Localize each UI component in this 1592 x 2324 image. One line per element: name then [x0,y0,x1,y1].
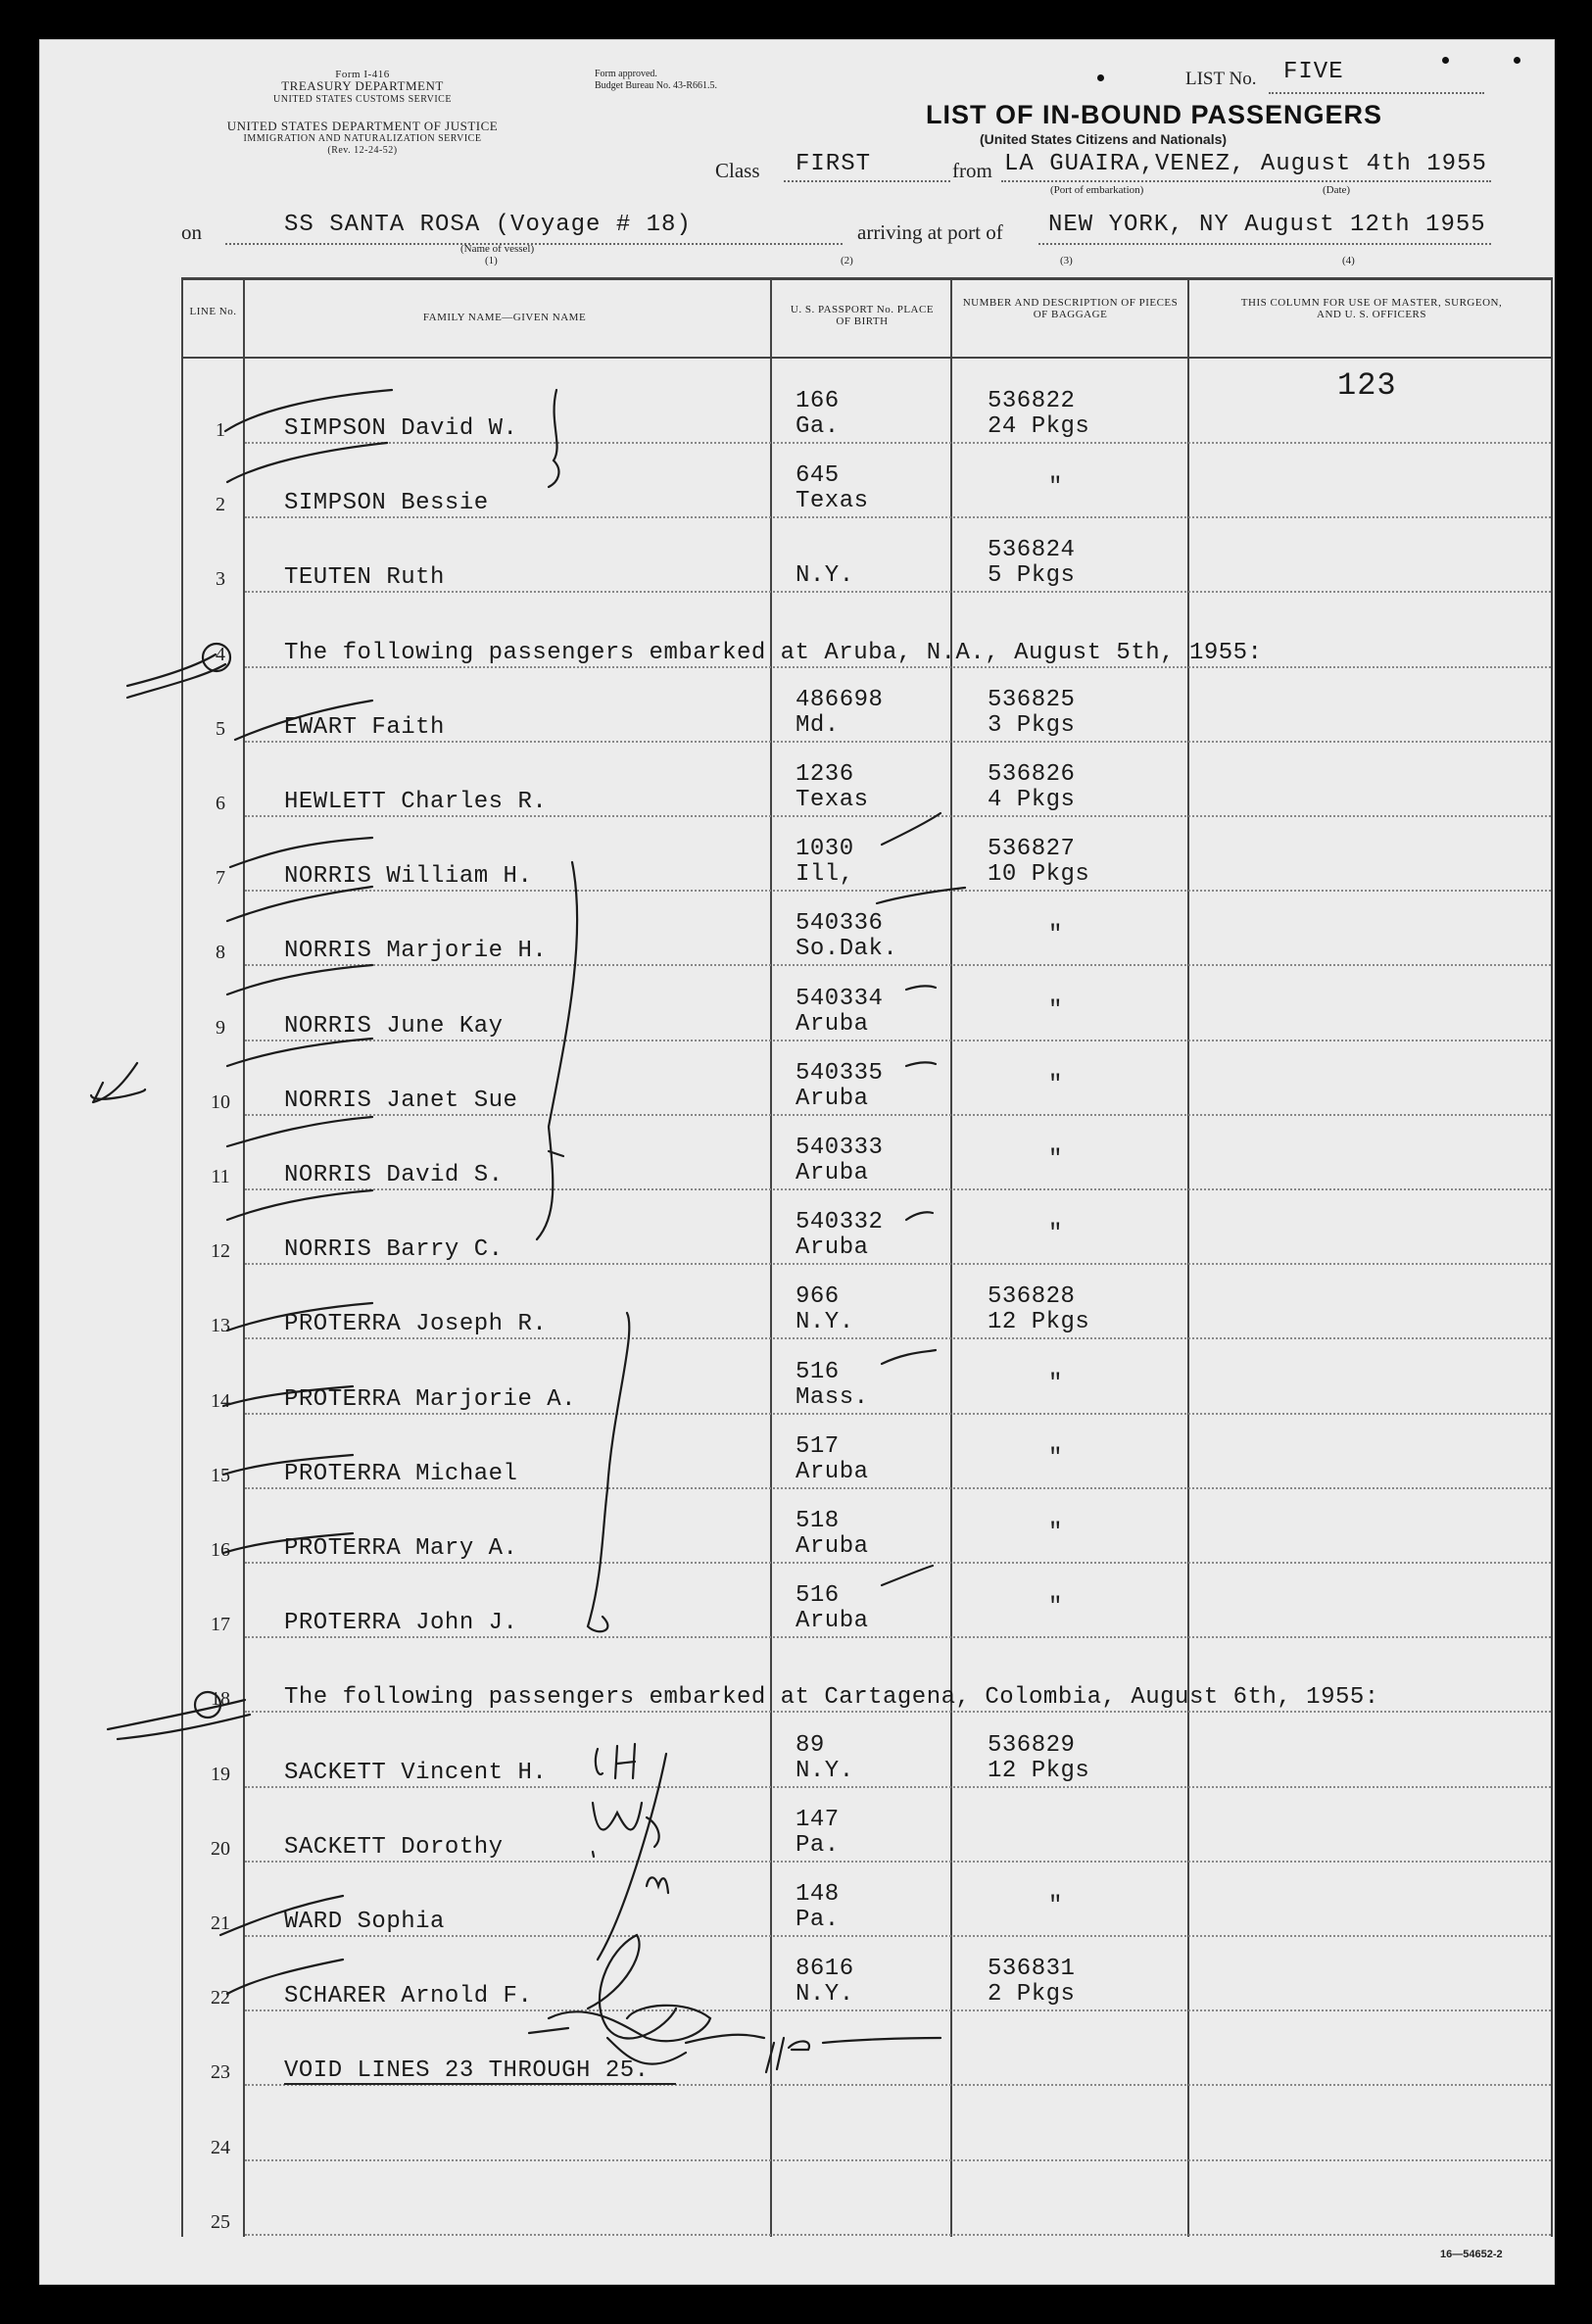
col-header-line: LINE No. [189,306,237,317]
line-number: 10 [211,1090,230,1113]
line-number: 19 [211,1763,230,1785]
treasury-dept: TREASURY DEPARTMENT [281,78,444,93]
ins-service: IMMIGRATION AND NATURALIZATION SERVICE [243,133,482,144]
row-rule [245,1861,1551,1863]
baggage-number: 536825 [988,686,1076,713]
passenger-name: NORRIS David S. [284,1162,504,1188]
form-approved: Form approved. [595,69,657,79]
place-of-birth: Md. [796,711,840,739]
vessel-name: SS SANTA ROSA (Voyage # 18) [284,212,692,238]
line-number: 25 [211,2210,230,2233]
baggage-pieces: 10 Pkgs [988,861,1090,889]
line-number: 22 [211,1987,230,2009]
officer-note: 123 [1337,367,1397,404]
line-number: 12 [211,1240,230,1263]
date-caption: (Date) [1323,184,1351,196]
line-number: 24 [211,2136,230,2158]
baggage-pieces: " [1048,1146,1063,1173]
passport-number: 518 [796,1508,840,1534]
justice-dept: UNITED STATES DEPARTMENT OF JUSTICE [226,119,499,133]
place-of-birth: Ill, [796,861,854,889]
baggage-pieces: 4 Pkgs [988,787,1076,813]
passenger-name: WARD Sophia [284,1909,445,1935]
void-underline [284,2083,676,2085]
passport-number: 147 [796,1806,840,1833]
passport-number: 645 [796,462,840,490]
class-label: Class [715,159,760,182]
passenger-name: PROTERRA Mary A. [284,1535,518,1562]
col-caption-1: (1) [485,255,498,266]
line-number: 8 [216,942,225,964]
place-of-birth: Aruba [796,1458,869,1485]
passport-number: 516 [796,1358,840,1385]
row-rule [245,516,1551,518]
port-caption: (Port of embarkation) [1050,184,1144,196]
list-number-value: FIVE [1283,59,1344,85]
form-number: Form I-416 [335,69,390,80]
passenger-name: NORRIS Janet Sue [284,1087,518,1114]
place-of-birth: Ga. [796,413,840,440]
row-rule [245,1935,1551,1937]
passport-number: 516 [796,1582,840,1610]
row-rule [245,1114,1551,1116]
col-caption-4: (4) [1342,255,1355,266]
line-number: 21 [211,1912,230,1934]
baggage-pieces: 12 Pkgs [988,1309,1090,1336]
from-value: LA GUAIRA,VENEZ, August 4th 1955 [1004,151,1487,177]
passport-number: 540336 [796,910,884,938]
place-of-birth: Aruba [796,1085,869,1112]
baggage-pieces: " [1048,996,1063,1024]
row-rule [245,442,1551,444]
baggage-pieces: " [1048,1221,1063,1248]
baggage-number: 536822 [988,388,1076,414]
line-number: 2 [216,494,225,516]
ink-dot [1097,74,1104,81]
row-rule [245,1337,1551,1339]
customs-service: UNITED STATES CUSTOMS SERVICE [273,94,452,105]
baggage-pieces: " [1048,1594,1063,1622]
place-of-birth: Aruba [796,1235,869,1262]
row-rule [245,890,1551,892]
passport-number: 966 [796,1283,840,1311]
line-number: 16 [211,1539,230,1561]
row-rule [245,1711,1551,1713]
passenger-name: SACKETT Dorothy [284,1833,504,1861]
passport-number: 166 [796,388,840,414]
row-rule [245,1040,1551,1041]
col-caption-2: (2) [841,255,853,266]
passenger-name: The following passengers embarked at Cartagena, Colombia, August 6th, 1955: [284,1684,1379,1712]
col-header-officers: THIS COLUMN FOR USE OF MASTER, SURGEON, AND U. S. OFFICERS [1240,297,1503,320]
place-of-birth: N.Y. [796,562,854,590]
line-number: 4 [216,643,225,665]
passenger-name: The following passengers embarked at Aruba, N.A., August 5th, 1955: [284,639,1263,666]
on-label: on [181,220,202,244]
place-of-birth: Texas [796,787,869,813]
line-number: 7 [216,867,225,890]
row-rule [245,1562,1551,1564]
baggage-pieces: " [1048,922,1063,949]
row-rule [245,2009,1551,2011]
passenger-name: NORRIS William H. [284,863,533,891]
baggage-pieces: " [1048,1520,1063,1546]
row-rule [245,1263,1551,1265]
row-rule [245,666,1551,668]
baggage-pieces: " [1048,1893,1063,1919]
passenger-name: PROTERRA Marjorie A. [284,1385,577,1413]
vessel-caption: (Name of vessel) [460,243,535,255]
passport-number: 540332 [796,1209,884,1236]
passport-number: 148 [796,1881,840,1908]
line-number: 18 [211,1688,230,1711]
line-number: 9 [216,1016,225,1039]
passenger-name: EWART Faith [284,713,445,741]
class-value: FIRST [796,151,872,177]
row-rule [245,1487,1551,1489]
line-number: 1 [216,419,225,441]
baggage-number: 536829 [988,1731,1076,1759]
passenger-name: PROTERRA John J. [284,1610,518,1637]
passport-number: 486698 [796,686,884,713]
baggage-pieces: 12 Pkgs [988,1757,1090,1784]
passport-number: 1236 [796,761,854,788]
passenger-name: PROTERRA Joseph R. [284,1311,548,1338]
baggage-pieces: " [1048,1444,1063,1472]
row-rule [245,2234,1551,2236]
place-of-birth: Mass. [796,1383,869,1411]
line-number: 14 [211,1389,230,1412]
ink-dot [1442,57,1449,64]
revision: (Rev. 12-24-52) [327,145,398,156]
row-rule [245,1636,1551,1638]
passport-number: 540334 [796,985,884,1012]
passenger-name: SACKETT Vincent H. [284,1759,548,1786]
list-number-label: LIST No. [1185,69,1257,89]
place-of-birth: Aruba [796,1533,869,1560]
place-of-birth: Aruba [796,1010,869,1038]
place-of-birth: N.Y. [796,1757,854,1784]
baggage-pieces: " [1048,1370,1063,1397]
place-of-birth: N.Y. [796,1981,854,2009]
place-of-birth: Pa. [796,1907,840,1933]
passport-number: 540333 [796,1135,884,1161]
from-label: from [952,159,992,182]
line-number: 11 [211,1166,230,1187]
line-number: 6 [216,793,225,814]
baggage-pieces: " [1048,474,1063,502]
passenger-name: VOID LINES 23 THROUGH 25. [284,2058,650,2085]
passenger-name: HEWLETT Charles R. [284,789,548,815]
col-caption-3: (3) [1060,255,1073,266]
baggage-pieces: 5 Pkgs [988,562,1076,590]
baggage-number: 536824 [988,537,1076,564]
form-subtitle: (United States Citizens and Nationals) [980,131,1228,147]
place-of-birth: Pa. [796,1831,840,1859]
place-of-birth: So.Dak. [796,936,898,963]
passenger-name: TEUTEN Ruth [284,564,445,592]
arriving-value: NEW YORK, NY August 12th 1955 [1048,212,1486,238]
row-rule [245,1786,1551,1788]
passenger-name: SCHARER Arnold F. [284,1983,533,2010]
baggage-pieces: 3 Pkgs [988,711,1076,739]
arriving-label: arriving at port of [857,220,1003,244]
baggage-pieces: 24 Pkgs [988,413,1090,440]
line-number: 3 [216,568,225,591]
ink-dot [1514,57,1520,64]
baggage-pieces: " [1048,1071,1063,1098]
form-title: LIST OF IN-BOUND PASSENGERS [926,100,1383,129]
col-header-baggage: NUMBER AND DESCRIPTION OF PIECES OF BAGGAGE [962,297,1179,320]
baggage-number: 536827 [988,836,1076,863]
row-rule [245,741,1551,743]
passport-number: 517 [796,1432,840,1460]
place-of-birth: N.Y. [796,1309,854,1336]
passport-number: 540335 [796,1059,884,1087]
footer-code: 16—54652-2 [1440,2249,1503,2260]
passenger-name: NORRIS Marjorie H. [284,938,548,965]
line-number: 5 [216,717,225,740]
line-number: 20 [211,1837,230,1860]
col-header-name: FAMILY NAME—GIVEN NAME [422,312,587,323]
place-of-birth: Texas [796,488,869,515]
passport-number: 1030 [796,836,854,863]
row-rule [245,815,1551,817]
line-number: 17 [211,1614,230,1636]
budget-bureau: Budget Bureau No. 43-R661.5. [595,80,717,91]
passport-number: 8616 [796,1956,854,1983]
baggage-number: 536831 [988,1956,1076,1983]
passenger-name: SIMPSON David W. [284,415,518,442]
passenger-name: SIMPSON Bessie [284,490,489,517]
row-rule [245,1413,1551,1415]
col-header-passport: U. S. PASSPORT No. PLACE OF BIRTH [790,304,935,327]
row-rule [245,1188,1551,1190]
row-rule [245,591,1551,593]
line-number: 23 [211,2061,230,2084]
place-of-birth: Aruba [796,1608,869,1635]
passenger-name: PROTERRA Michael [284,1460,518,1487]
row-rule [245,964,1551,966]
line-number: 13 [211,1315,230,1337]
passport-number: 89 [796,1731,825,1759]
row-rule [245,2159,1551,2161]
baggage-pieces: 2 Pkgs [988,1981,1076,2009]
passenger-name: NORRIS Barry C. [284,1236,504,1264]
baggage-number: 536826 [988,761,1076,788]
place-of-birth: Aruba [796,1160,869,1186]
passenger-name: NORRIS June Kay [284,1012,504,1040]
line-number: 15 [211,1464,230,1486]
baggage-number: 536828 [988,1283,1076,1311]
